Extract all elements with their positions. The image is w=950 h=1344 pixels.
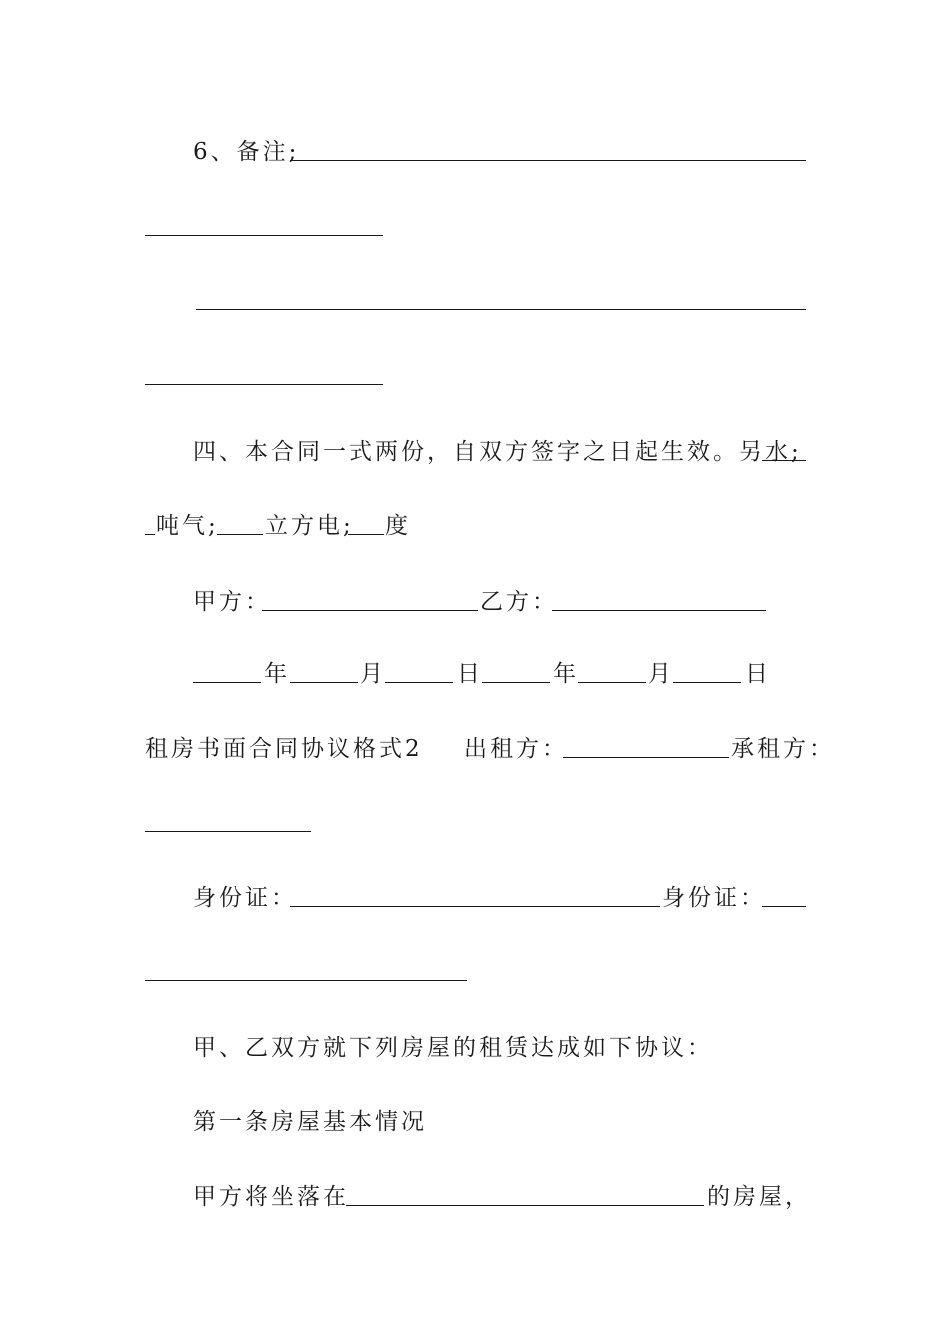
property-location-blank	[346, 1205, 704, 1206]
party-a-day-char: 日	[457, 661, 483, 687]
lessee-blank	[145, 831, 311, 832]
party-b-year-char: 年	[553, 661, 579, 687]
remarks-label: 6、备注;	[193, 139, 300, 165]
party-b-signature-blank	[552, 610, 766, 611]
party-a-year-blank	[193, 682, 261, 683]
water-unit: 吨气;	[156, 513, 219, 539]
party-a-day-blank	[385, 682, 453, 683]
lessor-id-label: 身份证：	[193, 885, 297, 911]
property-location-suffix: 的房屋，	[707, 1184, 811, 1210]
water-blank-continued	[145, 534, 155, 535]
section-title: 租房书面合同协议格式2	[145, 736, 423, 762]
party-b-day-blank	[673, 682, 741, 683]
lessor-id-blank	[290, 906, 660, 907]
party-b-year-blank	[482, 682, 550, 683]
party-a-month-blank	[290, 682, 358, 683]
electric-unit: 度	[385, 513, 411, 539]
agreement-intro: 甲、乙双方就下列房屋的租赁达成如下协议：	[193, 1035, 713, 1061]
party-b-month-char: 月	[648, 661, 674, 687]
party-a-month-char: 月	[360, 661, 386, 687]
remarks-blank-1	[290, 160, 806, 161]
party-b-label: 乙方：	[480, 589, 558, 615]
property-location-prefix: 甲方将坐落在	[193, 1184, 349, 1210]
water-blank	[762, 460, 806, 461]
article-one-title: 第一条房屋基本情况	[193, 1109, 427, 1135]
party-a-signature-blank	[262, 610, 478, 611]
remarks-blank-4	[145, 384, 383, 385]
lessee-label: 承租方：	[731, 736, 835, 762]
clause-four-text: 四、本合同一式两份，自双方签字之日起生效。另水;	[193, 439, 802, 465]
gas-unit: 立方电;	[265, 513, 354, 539]
lessee-id-blank-continued	[145, 980, 467, 981]
remarks-blank-3	[196, 309, 806, 310]
lessee-id-blank	[762, 906, 806, 907]
electric-blank	[348, 534, 384, 535]
lessee-id-label: 身份证：	[662, 885, 766, 911]
party-a-year-char: 年	[264, 661, 290, 687]
lessor-label: 出租方：	[464, 736, 568, 762]
party-b-month-blank	[578, 682, 646, 683]
gas-blank	[217, 534, 263, 535]
remarks-blank-2	[145, 235, 383, 236]
lessor-blank	[563, 757, 729, 758]
party-b-day-char: 日	[745, 661, 771, 687]
party-a-label: 甲方：	[193, 589, 271, 615]
